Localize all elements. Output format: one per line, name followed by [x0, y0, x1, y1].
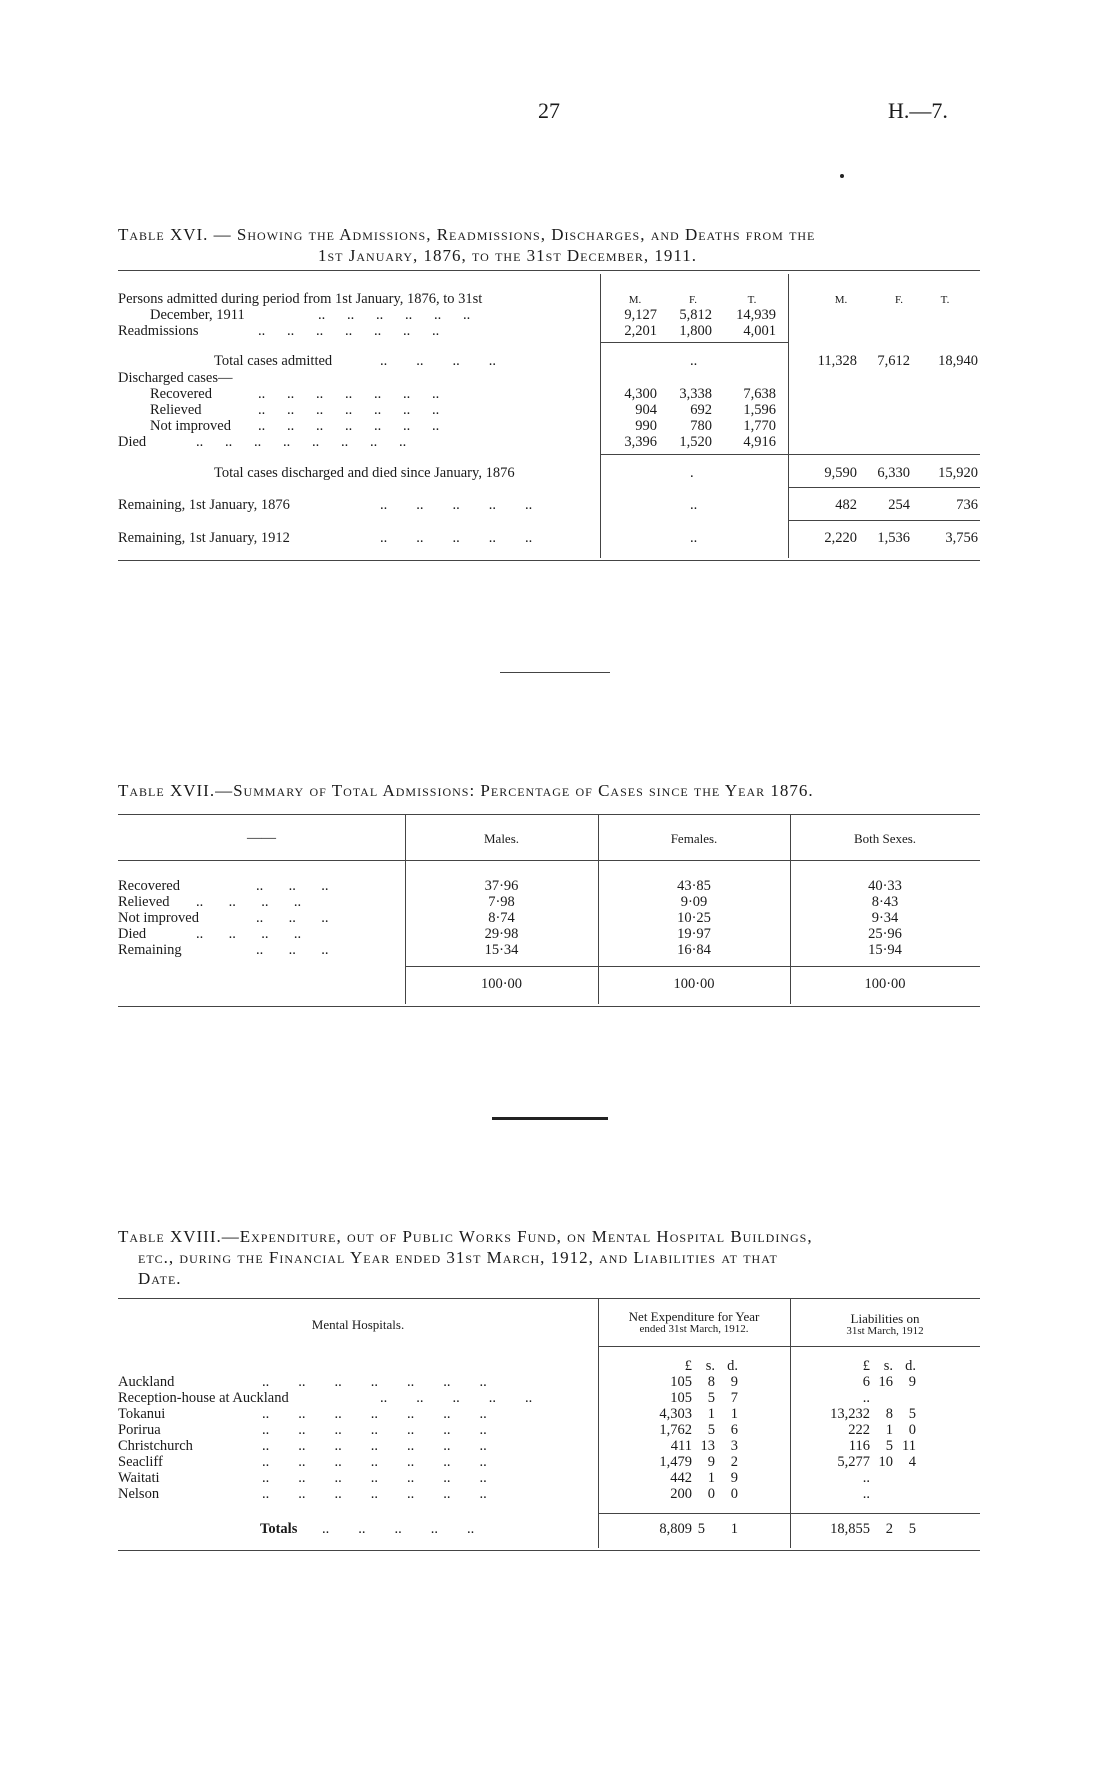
cell-value: ..	[862, 1390, 870, 1406]
leader-dots: .. .. .. .. .. .. ..	[258, 323, 440, 339]
cell-value: 37·96	[484, 878, 519, 894]
hospital-name: Porirua	[118, 1422, 161, 1438]
leader-dots: .. .. .. .. .. .. ..	[262, 1486, 487, 1502]
row-label: Discharged cases—	[118, 370, 233, 386]
leader-dots: ..	[690, 530, 698, 546]
leader-dots: .. .. .. .. ..	[380, 497, 533, 513]
leader-dots: .. .. .. ..	[380, 353, 496, 369]
col-header-males: Males.	[483, 831, 520, 846]
hospital-name: Reception-house at Auckland	[118, 1390, 289, 1406]
col-header-f: F.	[895, 294, 903, 306]
cell-value: 40·33	[868, 878, 902, 894]
cell-value: 4,916	[743, 434, 776, 450]
cell-value: 4,300	[624, 386, 657, 402]
table-xvi-title: Table XVI. — Showing the Admissions, Readmissions, Discharges, and Deaths from the	[118, 225, 816, 244]
row-label: Remaining, 1st January, 1912	[118, 530, 290, 546]
unit-shillings: s.	[883, 1358, 893, 1374]
cell-value: 9	[707, 1454, 715, 1470]
col-header-f: F.	[689, 294, 697, 306]
row-label: Not improved	[150, 418, 231, 434]
row-label: Readmissions	[118, 323, 199, 339]
cell-value: 9,590	[824, 465, 857, 481]
row-label: Remaining, 1st January, 1876	[118, 497, 290, 513]
hospital-name: Tokanui	[118, 1406, 166, 1422]
leader-dots: .	[690, 465, 694, 481]
leader-dots: .. .. .. .. .. .. ..	[262, 1454, 487, 1470]
cell-value: 10	[878, 1454, 893, 1470]
unit-pounds: £	[684, 1358, 692, 1374]
cell-value: 1	[885, 1422, 893, 1438]
total-value: 100·00	[480, 976, 523, 992]
cell-value: 8	[707, 1374, 715, 1390]
cell-value: 8·74	[488, 910, 515, 926]
row-label: Died	[118, 434, 147, 450]
total-value: 5	[908, 1521, 916, 1537]
cell-value: 9·09	[680, 894, 708, 910]
hospital-name: Nelson	[118, 1486, 160, 1502]
cell-value: 16	[878, 1374, 893, 1390]
row-label: Recovered	[150, 386, 212, 402]
hospital-name: Christchurch	[118, 1438, 193, 1454]
leader-dots: .. .. .. ..	[196, 926, 302, 942]
leader-dots: .. .. .. .. ..	[322, 1521, 475, 1537]
leader-dots: .. .. .. .. .. .. ..	[258, 402, 440, 418]
cell-value: 780	[690, 418, 712, 434]
col-header-liabilities: 31st March, 1912	[846, 1325, 924, 1337]
cell-value: 6	[730, 1422, 738, 1438]
cell-value: 25·96	[868, 926, 902, 942]
col-header-t: T.	[747, 294, 757, 306]
col-header-m: M.	[628, 294, 642, 306]
doc-reference: H.—7.	[888, 98, 948, 123]
col-header-blank: ——	[247, 830, 276, 846]
cell-value: 2	[730, 1454, 738, 1470]
cell-value: 10·25	[677, 910, 711, 926]
row-label: Total cases discharged and died since January, 1876	[214, 465, 515, 481]
leader-dots: .. .. ..	[256, 878, 329, 894]
col-header-females: Females.	[670, 831, 718, 846]
cell-value: 7,638	[743, 386, 776, 402]
cell-value: 442	[670, 1470, 692, 1486]
col-header-hospitals: Mental Hospitals.	[311, 1317, 405, 1332]
leader-dots: .. .. .. .. .. .. .. ..	[196, 434, 407, 450]
cell-value: 692	[690, 402, 712, 418]
total-value: 1	[730, 1521, 738, 1537]
leader-dots: .. .. .. .. .. .. ..	[262, 1470, 487, 1486]
cell-value: 15·34	[484, 942, 519, 958]
hospital-name: Auckland	[118, 1374, 175, 1390]
cell-value: 13,232	[830, 1406, 870, 1422]
leader-dots: .. .. .. .. .. .. ..	[258, 386, 440, 402]
cell-value: 0	[707, 1486, 715, 1502]
page-number: 27	[538, 98, 560, 123]
cell-value: 1	[730, 1406, 738, 1422]
cell-value: 3,396	[624, 434, 657, 450]
total-value: 18,855	[830, 1521, 870, 1537]
cell-value: 6,330	[877, 465, 910, 481]
cell-value: 1,596	[743, 402, 776, 418]
cell-value: 15,920	[938, 465, 978, 481]
col-header-m: M.	[834, 294, 848, 306]
row-label: Relieved	[118, 894, 170, 910]
mark-dot	[840, 174, 844, 178]
cell-value: 7·98	[488, 894, 515, 910]
cell-value: 411	[670, 1438, 692, 1454]
cell-value: 5	[885, 1438, 893, 1454]
leader-dots: ..	[690, 353, 698, 369]
totals-label: Totals	[260, 1521, 298, 1537]
cell-value: 19·97	[677, 926, 711, 942]
cell-value: 1	[707, 1406, 715, 1422]
cell-value: 16·84	[677, 942, 711, 958]
total-value: 8,809	[659, 1521, 692, 1537]
cell-value: 8	[885, 1406, 893, 1422]
unit-pence: d.	[727, 1358, 738, 1374]
table-xviii-title: Date.	[138, 1269, 182, 1288]
col-header-both: Both Sexes.	[853, 831, 917, 846]
row-label: Recovered	[118, 878, 180, 894]
row-label: Not improved	[118, 910, 199, 926]
unit-shillings: s.	[705, 1358, 715, 1374]
col-header-liabilities: Liabilities on	[850, 1311, 920, 1326]
cell-value: 4,303	[659, 1406, 692, 1422]
cell-value: 990	[635, 418, 657, 434]
cell-value: 1,762	[659, 1422, 692, 1438]
leader-dots: .. .. .. .. .. .. ..	[262, 1422, 487, 1438]
section-separator	[492, 1117, 608, 1120]
row-label: Relieved	[150, 402, 202, 418]
cell-value: 6	[862, 1374, 870, 1390]
cell-value: 105	[670, 1390, 692, 1406]
unit-pence: d.	[905, 1358, 916, 1374]
cell-value: 904	[635, 402, 657, 418]
cell-value: 7	[730, 1390, 738, 1406]
cell-value: 1,520	[679, 434, 712, 450]
cell-value: 9	[730, 1374, 738, 1390]
total-value: 2	[885, 1521, 893, 1537]
cell-value: 222	[848, 1422, 870, 1438]
leader-dots: .. .. .. .. ..	[380, 530, 533, 546]
leader-dots: .. .. ..	[256, 942, 329, 958]
table-xvi-title: 1st January, 1876, to the 31st December, 1911.	[318, 246, 697, 265]
row-label: Remaining	[118, 942, 182, 958]
cell-value: 13	[700, 1438, 715, 1454]
cell-value: 14,939	[736, 307, 776, 323]
cell-value: 5	[707, 1390, 715, 1406]
cell-value: 11,328	[817, 353, 857, 369]
total-value: 100·00	[864, 976, 906, 992]
leader-dots: .. .. .. ..	[196, 894, 302, 910]
cell-value: 9	[730, 1470, 738, 1486]
cell-value: 736	[956, 497, 978, 513]
cell-value: 5	[908, 1406, 916, 1422]
col-header-expenditure: ended 31st March, 1912.	[639, 1323, 749, 1335]
hospital-name: Seacliff	[118, 1454, 163, 1470]
hospital-name: Waitati	[118, 1470, 160, 1486]
row-label: Total cases admitted	[214, 353, 333, 369]
cell-value: 8·43	[871, 894, 899, 910]
cell-value: 3,338	[679, 386, 712, 402]
leader-dots: .. .. .. .. .. .. ..	[258, 418, 440, 434]
cell-value: 254	[888, 497, 910, 513]
table-xvii-title: Table XVII.—Summary of Total Admissions: Percentage of Cases since the Year 1876.	[118, 781, 814, 800]
leader-dots: .. .. .. .. ..	[380, 1390, 533, 1406]
cell-value: 18,940	[938, 353, 978, 369]
leader-dots: .. .. .. .. .. .. ..	[262, 1374, 487, 1390]
total-value: 100·00	[673, 976, 715, 992]
leader-dots: .. .. .. .. .. ..	[318, 307, 471, 323]
cell-value: 5	[707, 1422, 715, 1438]
cell-value: 43·85	[677, 878, 711, 894]
leader-dots: ..	[690, 497, 698, 513]
cell-value: 2,201	[624, 323, 657, 339]
cell-value: 4	[908, 1454, 916, 1470]
cell-value: 1,479	[659, 1454, 692, 1470]
cell-value: 105	[670, 1374, 692, 1390]
cell-value: 7,612	[877, 353, 910, 369]
cell-value: 1,536	[877, 530, 910, 546]
cell-value: ..	[862, 1486, 870, 1502]
cell-value: 1,770	[743, 418, 776, 434]
col-header-t: T.	[940, 294, 950, 306]
leader-dots: .. .. .. .. .. .. ..	[262, 1438, 487, 1454]
section-separator	[500, 672, 610, 673]
row-label: December, 1911	[150, 307, 245, 323]
table-xviii-title: etc., during the Financial Year ended 31st March, 1912, and Liabilities at that	[138, 1248, 778, 1267]
cell-value: 116	[848, 1438, 870, 1454]
total-value: 5	[697, 1521, 705, 1537]
cell-value: 29·98	[484, 926, 519, 942]
cell-value: 2,220	[824, 530, 857, 546]
cell-value: 200	[670, 1486, 692, 1502]
leader-dots: .. .. .. .. .. .. ..	[262, 1406, 487, 1422]
cell-value: 9	[908, 1374, 916, 1390]
table-xviii-title: Table XVIII.—Expenditure, out of Public Works Fund, on Mental Hospital Buildings,	[118, 1227, 813, 1246]
cell-value: 0	[908, 1422, 916, 1438]
cell-value: 5,812	[679, 307, 712, 323]
cell-value: 15·94	[868, 942, 902, 958]
cell-value: 4,001	[743, 323, 776, 339]
unit-pounds: £	[862, 1358, 870, 1374]
cell-value: 5,277	[837, 1454, 870, 1470]
cell-value: ..	[862, 1470, 870, 1486]
row-label: Persons admitted during period from 1st January, 1876, to 31st	[118, 291, 483, 307]
cell-value: 1	[707, 1470, 715, 1486]
cell-value: 3,756	[945, 530, 978, 546]
row-label: Died	[118, 926, 147, 942]
cell-value: 9,127	[624, 307, 657, 323]
cell-value: 3	[730, 1438, 738, 1454]
cell-value: 1,800	[679, 323, 712, 339]
col-header-expenditure: Net Expenditure for Year	[628, 1309, 760, 1324]
cell-value: 11	[902, 1438, 916, 1454]
cell-value: 0	[730, 1486, 738, 1502]
cell-value: 9·34	[871, 910, 899, 926]
leader-dots: .. .. ..	[256, 910, 329, 926]
cell-value: 482	[835, 497, 857, 513]
